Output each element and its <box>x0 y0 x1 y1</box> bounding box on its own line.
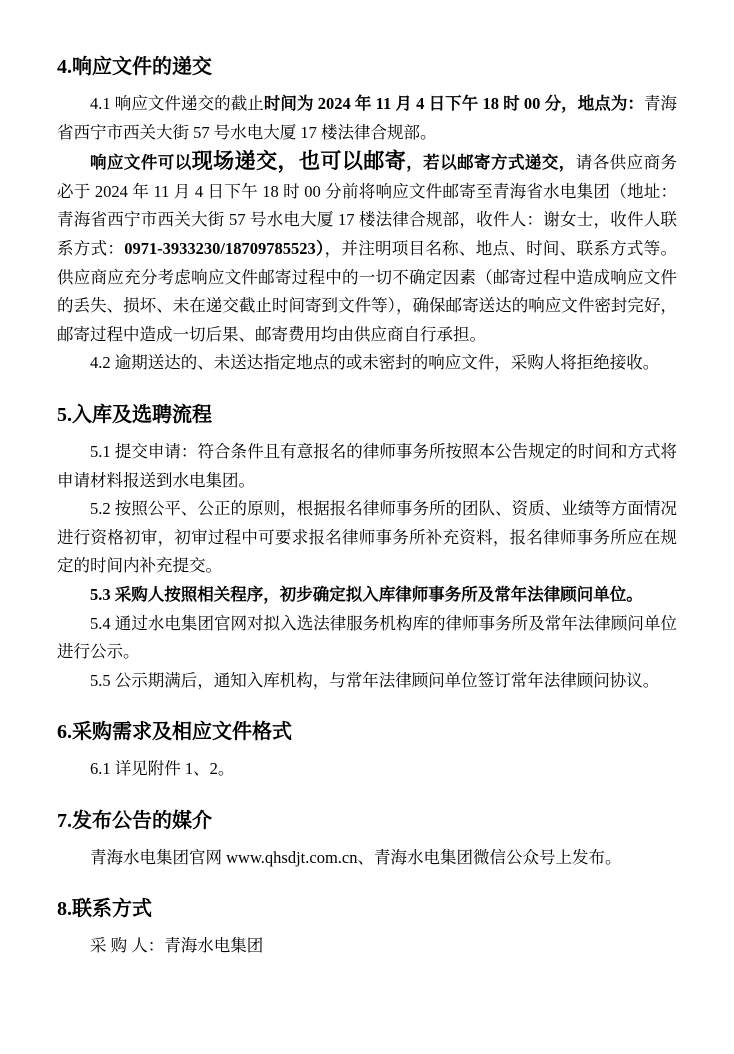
section-6-title: 采购需求及相应文件格式 <box>72 721 292 744</box>
text-run: ，若以邮寄方式递交， <box>406 153 576 173</box>
text-run: 6.1 详见附件 1、2。 <box>90 759 235 779</box>
paragraph-announcement-media <box>57 844 677 873</box>
text-run: ，并注明项目名称、地点、时间、联系方式等。供应商应充分考虑响应文件邮寄过程中的一切不确定因素（邮寄过程中造成响应文件的丢失、损坏、未在递交截止时间寄到文件等），确保邮寄送达的响应文件密封完好，邮寄过程中造成一切后果、邮寄费用均由供应商自行承担。 <box>57 238 677 344</box>
section-5-number: 5. <box>57 403 72 426</box>
paragraph-5-1 <box>57 438 677 495</box>
paragraph-5-5 <box>57 667 677 696</box>
text-run: 4.1 响应文件递交的截止 <box>90 94 264 113</box>
section-7-heading <box>57 807 677 835</box>
section-7-title: 发布公告的媒介 <box>72 809 212 832</box>
delivery-methods-emphasis-text: 现场递交，也可以邮寄 <box>191 149 407 174</box>
text-run: 请各供应商务必于 2024 年 11 月 4 日下午 18 时 00 分前将响应文件邮寄至青海省水电集团（地址：青海省西宁市西关大街 57 号水电大厦 17 楼法律合规部，收件人：谢女士，收件人联系方式： <box>57 153 678 258</box>
section-7-number: 7. <box>57 809 72 832</box>
text-run: 5.2 按照公平、公正的原则，根据报名律师事务所的团队、资质、业绩等方面情况进行资格初审，初审过程中可要求报名律师事务所补充资料，报名律师事务所应在规定的时间内补充提交。 <box>57 499 677 576</box>
section-8-number: 8. <box>57 898 72 921</box>
section-5-heading <box>57 401 677 429</box>
section-procurement-requirements <box>57 718 677 784</box>
text-run: 响应文件可以 <box>90 153 192 173</box>
section-4-title: 响应文件的递交 <box>72 56 212 78</box>
official-website-text: 青海水电集团官网 www.qhsdjt.com.cn、青海水电集团微信公众号上发布。 <box>90 847 622 867</box>
section-selection-process <box>57 401 677 695</box>
section-5-title: 入库及选聘流程 <box>72 403 212 426</box>
section-8-heading <box>57 895 677 923</box>
text-run: 5.1 提交申请：符合条件且有意报名的律师事务所按照本公告规定的时间和方式将申请材料报送到水电集团。 <box>57 441 677 490</box>
text-run: 5.4 通过水电集团官网对拟入选法律服务机构库的律师事务所及常年法律顾问单位进行公示。 <box>57 613 677 662</box>
section-8-title: 联系方式 <box>72 898 152 921</box>
paragraph-4-2 <box>57 349 677 378</box>
text-run: 青海省西宁市西关大街 57 号水电大厦 17 楼法律合规部。 <box>57 94 678 142</box>
section-6-number: 6. <box>57 721 72 744</box>
section-4-number: 4. <box>57 56 72 78</box>
paragraph-5-2 <box>57 495 677 581</box>
text-run: 5.5 公示期满后，通知入库机构，与常年法律顾问单位签订常年法律顾问协议。 <box>90 670 660 690</box>
paragraph-mailing-instructions <box>57 147 677 349</box>
paragraph-5-4 <box>57 610 677 667</box>
section-announcement-media <box>57 807 677 873</box>
paragraph-4-1 <box>57 90 677 147</box>
paragraph-purchaser <box>57 932 677 961</box>
section-submission-of-response-documents <box>57 53 677 378</box>
section-6-heading <box>57 718 677 746</box>
purchaser-name-text: 采 购 人：青海水电集团 <box>90 936 264 956</box>
section-contact-information <box>57 895 677 961</box>
shortlist-bold-text: 5.3 采购人按照相关程序，初步确定拟入库律师事务所及常年法律顾问单位。 <box>90 584 643 604</box>
text-run: 4.2 逾期送达的、未送达指定地点的或未密封的响应文件，采购人将拒绝接收。 <box>90 353 660 373</box>
paragraph-5-3 <box>57 581 677 610</box>
paragraph-6-1 <box>57 755 677 784</box>
contact-phone-numbers: 0971-3933230/18709785523） <box>124 238 325 258</box>
deadline-bold-text: 时间为 2024 年 11 月 4 日下午 18 时 00 分，地点为： <box>263 94 644 113</box>
section-4-heading <box>57 53 677 81</box>
